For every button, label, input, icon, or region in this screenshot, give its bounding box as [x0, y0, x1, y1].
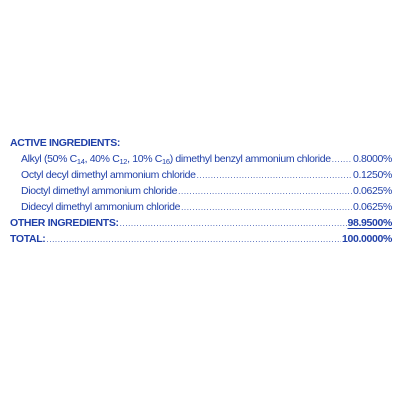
- ingredient-name: Alkyl (50% C14, 40% C12, 10% C16) dimethyl benzyl ammonium chloride: [21, 153, 331, 166]
- ingredient-percent: 0.0625%: [352, 185, 392, 197]
- other-ingredients-row: [10, 215, 392, 231]
- ingredient-row-didecyl: [10, 199, 392, 215]
- ingredient-percent: 0.0625%: [352, 201, 392, 213]
- active-ingredients-heading: ACTIVE INGREDIENTS:: [10, 137, 121, 149]
- ingredient-name: Octyl decyl dimethyl ammonium chloride: [21, 169, 196, 181]
- other-ingredients-label: OTHER INGREDIENTS:: [10, 217, 119, 229]
- ingredient-name: Didecyl dimethyl ammonium chloride: [21, 201, 181, 213]
- ingredients-panel: [10, 136, 392, 247]
- ingredient-name: Dioctyl dimethyl ammonium chloride: [21, 185, 178, 197]
- other-ingredients-percent: 98.9500%: [347, 217, 392, 229]
- ingredient-row-dioctyl: [10, 183, 392, 199]
- total-row: [10, 231, 392, 247]
- ingredient-percent: 0.1250%: [352, 169, 392, 181]
- dot-leader: [46, 232, 341, 248]
- ingredient-percent: 0.8000%: [352, 153, 392, 165]
- ingredient-row-alkyl: [10, 151, 392, 167]
- total-percent: 100.0000%: [342, 233, 392, 245]
- ingredient-row-octyl-decyl: [10, 167, 392, 183]
- total-label: TOTAL:: [10, 233, 46, 245]
- dot-leader: [181, 200, 352, 216]
- dot-leader: [197, 168, 352, 184]
- dot-leader: [178, 184, 352, 200]
- dot-leader: [332, 152, 352, 168]
- dot-leader: [120, 216, 347, 232]
